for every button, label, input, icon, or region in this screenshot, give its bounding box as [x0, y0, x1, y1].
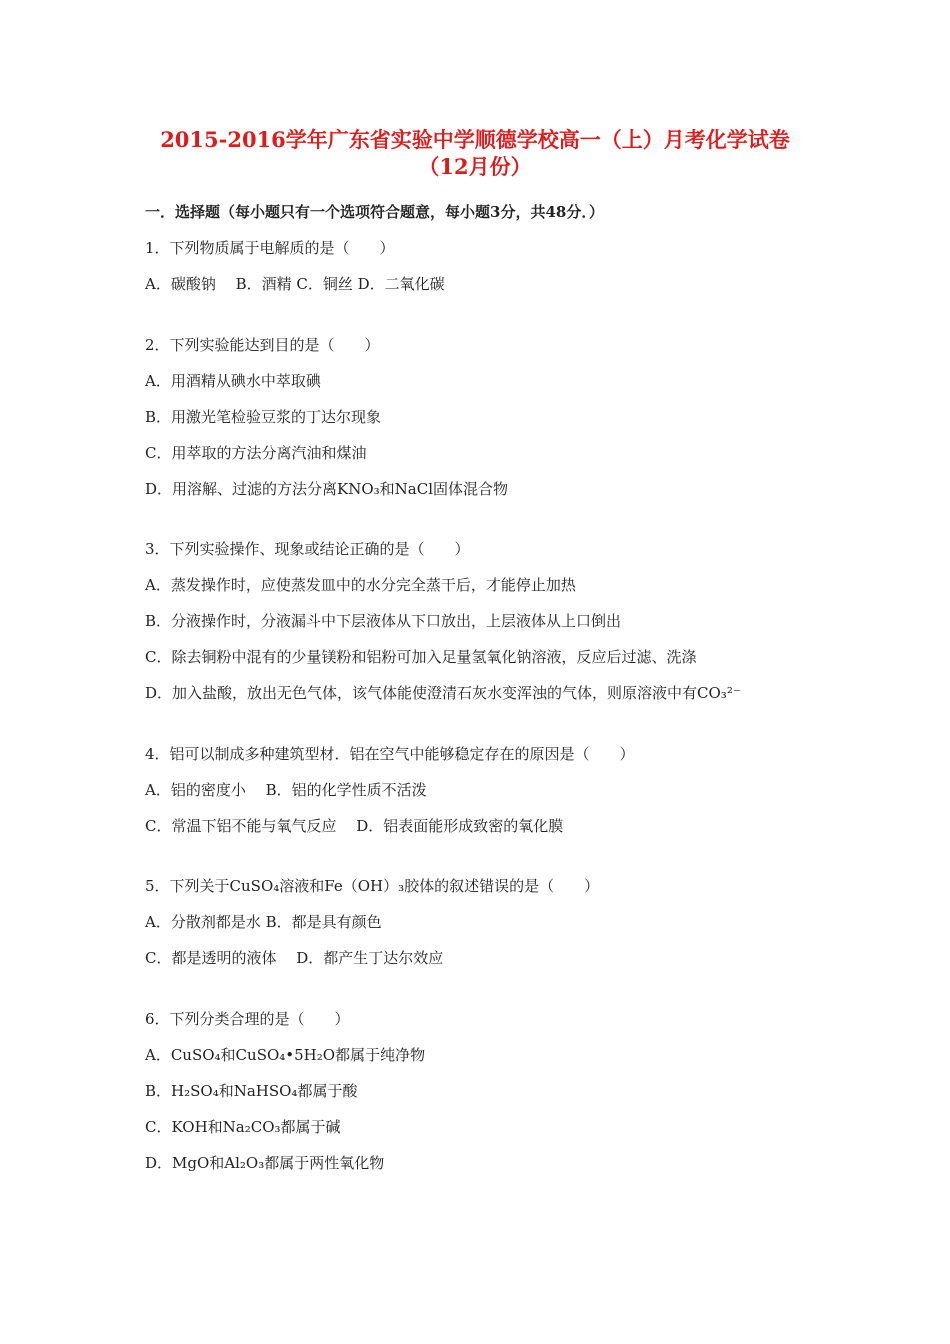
question-5-stem: 5．下列关于CuSO₄溶液和Fe（OH）₃胶体的叙述错误的是（ ） — [145, 877, 600, 895]
question-5-options-ab: A．分散剂都是水 B．都是具有颜色 — [145, 913, 382, 931]
exam-subtitle: （12月份） — [418, 154, 532, 179]
question-3-stem: 3．下列实验操作、现象或结论正确的是（ ） — [145, 540, 470, 558]
section-heading: 一．选择题（每小题只有一个选项符合题意，每小题3分，共48分．） — [145, 203, 604, 221]
question-3-option-b: B．分液操作时，分液漏斗中下层液体从下口放出，上层液体从上口倒出 — [145, 612, 622, 630]
question-4-options-cd: C．常温下铝不能与氧气反应 D．铝表面能形成致密的氧化膜 — [145, 817, 564, 835]
exam-title: 2015-2016学年广东省实验中学顺德学校高一（上）月考化学试卷 — [160, 127, 790, 152]
question-2-option-d: D．用溶解、过滤的方法分离KNO₃和NaCl固体混合物 — [145, 480, 509, 498]
question-3-option-d: D．加入盐酸，放出无色气体，该气体能使澄清石灰水变浑浊的气体，则原溶液中有CO₃²⁻ — [145, 684, 741, 702]
question-2-stem: 2．下列实验能达到目的是（ ） — [145, 336, 380, 354]
question-6-stem: 6．下列分类合理的是（ ） — [145, 1010, 350, 1028]
question-1-stem: 1．下列物质属于电解质的是（ ） — [145, 239, 395, 257]
question-3-option-c: C．除去铜粉中混有的少量镁粉和铝粉可加入足量氢氧化钠溶液，反应后过滤、洗涤 — [145, 648, 697, 666]
question-3-option-a: A．蒸发操作时，应使蒸发皿中的水分完全蒸干后，才能停止加热 — [145, 576, 576, 594]
question-2-option-c: C．用萃取的方法分离汽油和煤油 — [145, 444, 367, 462]
question-4-options-ab: A．铝的密度小 B．铝的化学性质不活泼 — [145, 781, 427, 799]
question-1-options: A．碳酸钠 B．酒精 C．铜丝 D．二氧化碳 — [145, 275, 445, 293]
question-6-option-d: D．MgO和Al₂O₃都属于两性氧化物 — [145, 1154, 385, 1172]
question-6-option-a: A．CuSO₄和CuSO₄•5H₂O都属于纯净物 — [145, 1046, 426, 1064]
question-4-stem: 4．铝可以制成多种建筑型材．铝在空气中能够稳定存在的原因是（ ） — [145, 745, 635, 763]
question-6-option-b: B．H₂SO₄和NaHSO₄都属于酸 — [145, 1082, 358, 1100]
question-5-options-cd: C．都是透明的液体 D．都产生丁达尔效应 — [145, 949, 444, 967]
question-6-option-c: C．KOH和Na₂CO₃都属于碱 — [145, 1118, 341, 1136]
question-2-option-b: B．用激光笔检验豆浆的丁达尔现象 — [145, 408, 382, 426]
question-2-option-a: A．用酒精从碘水中萃取碘 — [145, 372, 321, 390]
